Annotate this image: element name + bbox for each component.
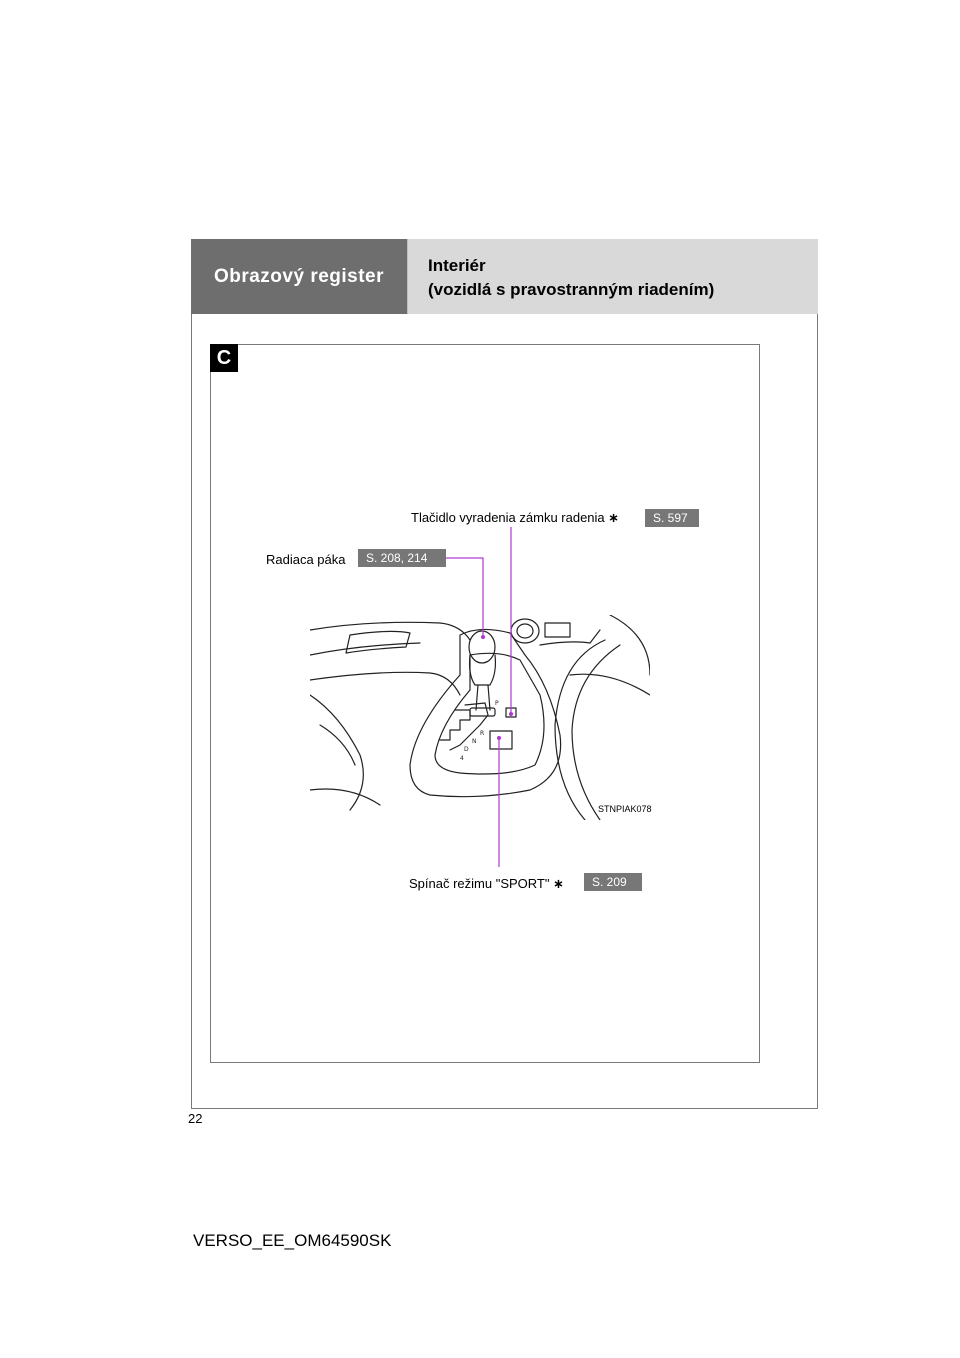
shift-lever-page-ref[interactable]: S. 208, 214 (358, 549, 446, 567)
svg-text:R: R (480, 730, 485, 737)
page-title-line2: (vozidlá s pravostranným riadením) (428, 280, 715, 299)
svg-text:P: P (495, 700, 499, 707)
section-marker: C (210, 344, 238, 372)
shift-lever-leader (446, 558, 483, 635)
shift-lock-asterisk: ∗ (608, 510, 620, 525)
page-number: 22 (188, 1111, 203, 1126)
shift-lock-label: Tlačidlo vyradenia zámku radenia (411, 510, 605, 525)
shift-lever-label: Radiaca páka (266, 552, 346, 567)
section-tab: Obrazový register (191, 239, 407, 314)
sport-switch-label: Spínač režimu "SPORT" (409, 876, 550, 891)
sport-switch-asterisk: ∗ (553, 876, 565, 891)
svg-text:N: N (472, 738, 477, 745)
page-title-line1: Interiér (428, 256, 486, 275)
illustration-code: STNPIAK078 (598, 804, 652, 814)
svg-text:4: 4 (460, 755, 464, 762)
svg-text:D: D (464, 746, 469, 753)
sport-switch-page-ref[interactable]: S. 209 (584, 873, 642, 891)
document-code: VERSO_EE_OM64590SK (193, 1231, 392, 1250)
shift-lock-page-ref[interactable]: S. 597 (645, 509, 699, 527)
